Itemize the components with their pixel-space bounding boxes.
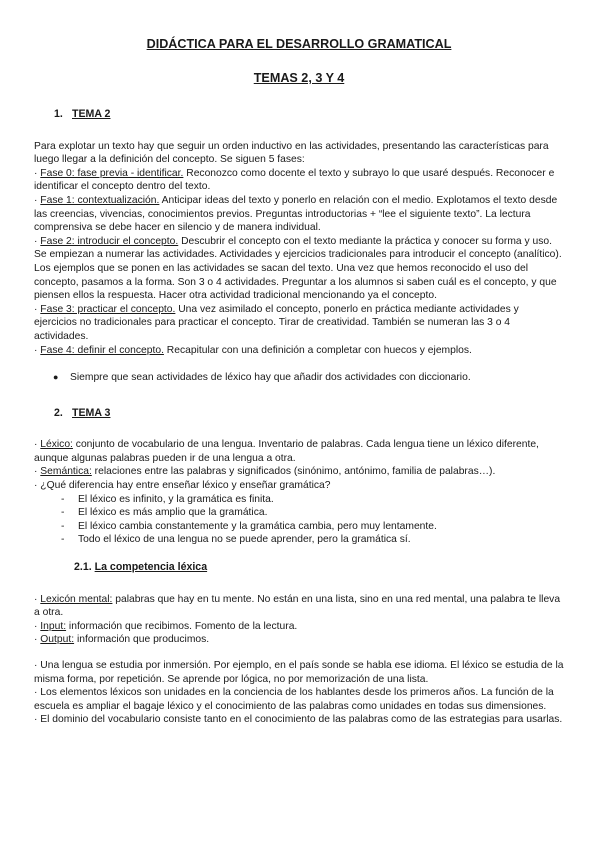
- phase-text: Descubrir el concepto con el texto mediante la práctica y conocer su forma y uso. Se empiezan a numerar las actividades. Actividades y ejercicios tradicionales para introducir el concepto (analítico). Los ejemplos que se ponen en las actividades se sacan del texto. Una vez que hemos reconocido el uso del concepto, pasamos a la forma. Son 3 o 4 actividades. Preguntar a los alumnos si saben cuál es el concepto, y que piensen ellos la respuesta. Hacer otra actividad tradicional mencionando ya el concepto.: [34, 235, 562, 302]
- definition-text: información que producimos.: [74, 634, 210, 646]
- paragraph: · Los elementos léxicos son unidades en la conciencia de los hablantes desde los primeros años. La función de la escuela es ampliar el bagaje léxico y el conocimiento de las palabras como unidades en todas sus dimensiones.: [34, 687, 554, 712]
- subsection-heading: [74, 561, 564, 575]
- tema3-definitions: [34, 438, 564, 547]
- section-number: 2.: [54, 406, 63, 419]
- definition-text: palabras que hay en tu mente. No están en una lista, sino en una red mental, una palabra te lleva a otra.: [34, 593, 561, 619]
- dash-item: - Todo el léxico de una lengua no se puede aprender, pero la gramática sí.: [61, 534, 411, 546]
- definition-item: · Output: información que producimos.: [34, 634, 210, 646]
- definition-text: relaciones entre las palabras y significados (sinónimo, antónimo, familia de palabras…).: [91, 466, 496, 478]
- dash-item: - El léxico cambia constantemente y la gramática cambia, pero muy lentamente.: [61, 520, 437, 532]
- bullet-text: Siempre que sean actividades de léxico hay que añadir dos actividades con diccionario.: [70, 372, 471, 384]
- definition-term: Semántica:: [40, 466, 92, 478]
- lexical-paragraphs: [34, 659, 564, 727]
- definition-term: Lexicón mental:: [40, 593, 113, 605]
- document-title: DIDÁCTICA PARA EL DESARROLLO GRAMATICAL: [146, 37, 452, 51]
- phase-text: Reconozco como docente el texto y subrayo lo que usaré después. Reconocer e identificar el concepto dentro del texto.: [34, 167, 555, 193]
- subsection-title: La competencia léxica: [94, 561, 208, 574]
- phase-item: · Fase 3: practicar el concepto. Una vez asimilado el concepto, ponerlo en práctica mediante actividades y ejercicios no tradicionales para practicar el concepto. Tirar de creatividad. También se numeran las 3 o 4 actividades.: [34, 303, 519, 342]
- definition-item: · Input: información que recibimos. Fomento de la lectura.: [34, 620, 298, 632]
- phase-label: Fase 4: definir el concepto.: [40, 344, 164, 356]
- section-heading-tema3: [54, 407, 564, 421]
- dash-item: - El léxico es más amplio que la gramática.: [61, 507, 268, 519]
- section-title: TEMA 3: [72, 406, 111, 419]
- definition-term: Léxico:: [40, 439, 73, 451]
- phase-item: · Fase 2: introducir el concepto. Descubrir el concepto con el texto mediante la práctica y conocer su forma y uso. Se empiezan a numerar las actividades. Actividades y ejercicios tradicionales para introducir el concepto (analítico). Los ejemplos que se ponen en las actividades se sacan del texto. Una vez que hemos reconocido el uso del concepto, pasamos a la forma. Son 3 o 4 actividades. Preguntar a los alumnos si saben cuál es el concepto, y que piensen ellos la respuesta. Hacer otra actividad tradicional mencionando ya el concepto.: [34, 235, 562, 302]
- definition-item: · Léxico: conjunto de vocabulario de una lengua. Inventario de palabras. Cada lengua tiene un léxico diferente, aunque algunas palabras pueden ir de una lengua a otra.: [34, 439, 539, 464]
- document-subtitle: TEMAS 2, 3 Y 4: [253, 71, 345, 85]
- definition-item: · Semántica: relaciones entre las palabras y significados (sinónimo, antónimo, familia de palabras…).: [34, 466, 496, 478]
- dash-list: [34, 493, 564, 547]
- phase-item: · Fase 4: definir el concepto. Recapitular con una definición a completar con huecos y ejemplos.: [34, 344, 472, 356]
- phase-text: Una vez asimilado el concepto, ponerlo en práctica mediante actividades y ejercicios no tradicionales para practicar el concepto. Tirar de creatividad. También se numeran las 3 o 4 actividades.: [34, 303, 519, 342]
- phase-item: · Fase 1: contextualización. Anticipar ideas del texto y ponerlo en relación con el medio. Explotamos el texto desde las creencias, vivencias, conocimientos previos. Preguntas introductorias + “lee el siguiente texto”. La lectura comprensiva se debe hacer en silencio y de manera individual.: [34, 194, 558, 234]
- bullet-note: [53, 371, 564, 385]
- phase-label: Fase 1: contextualización.: [40, 194, 160, 206]
- section-heading-tema2: [54, 108, 564, 122]
- definition-text: conjunto de vocabulario de una lengua. Inventario de palabras. Cada lengua tiene un léxico diferente, aunque algunas palabras pueden ir de una lengua a otra.: [34, 439, 539, 464]
- paragraph: · El dominio del vocabulario consiste tanto en el conocimiento de las palabras como de las estrategias para usarlas.: [34, 714, 563, 726]
- phase-text: Recapitular con una definición a completar con huecos y ejemplos.: [163, 344, 472, 356]
- definition-text: información que recibimos. Fomento de la lectura.: [66, 620, 298, 632]
- dash-item: - El léxico es infinito, y la gramática es finita.: [61, 493, 274, 505]
- paragraph: · Una lengua se estudia por inmersión. Por ejemplo, en el país sonde se habla ese idioma. El léxico se estudia de la misma forma, por repetición. Se aprende por lógica, no por memorización de una lista.: [34, 660, 564, 685]
- phase-label: Fase 3: practicar el concepto.: [40, 303, 176, 315]
- definition-term: Output:: [40, 634, 75, 646]
- phase-item: · Fase 0: fase previa - identificar. Reconozco como docente el texto y subrayo lo que usaré después. Reconocer e identificar el concepto dentro del texto.: [34, 167, 555, 193]
- phase-text: Anticipar ideas del texto y ponerlo en relación con el medio. Explotamos el texto desde las creencias, vivencias, conocimientos previos. Preguntas introductorias + “lee el siguiente texto”. La lectura comprensiva se debe hacer en silencio y de manera individual.: [34, 194, 558, 234]
- question-text: · ¿Qué diferencia hay entre enseñar léxico y enseñar gramática?: [34, 480, 331, 492]
- subsection-number: 2.1.: [74, 561, 92, 574]
- bullet-dot-icon: ●: [53, 372, 59, 383]
- tema2-intro: Para explotar un texto hay que seguir un orden inductivo en las actividades, presentando las características para luego llegar a la definición del concepto. Se siguen 5 fases:: [34, 140, 549, 166]
- phase-label: Fase 0: fase previa - identificar.: [40, 167, 184, 179]
- definition-item: · Lexicón mental: palabras que hay en tu mente. No están en una lista, sino en una red mental, una palabra te lleva a otra.: [34, 593, 561, 619]
- lexical-definitions: [34, 593, 564, 647]
- phase-list: [34, 167, 564, 357]
- definition-term: Input:: [40, 620, 67, 632]
- section-number: 1.: [54, 108, 63, 120]
- phase-label: Fase 2: introducir el concepto.: [40, 235, 179, 247]
- section-title: TEMA 2: [72, 108, 111, 120]
